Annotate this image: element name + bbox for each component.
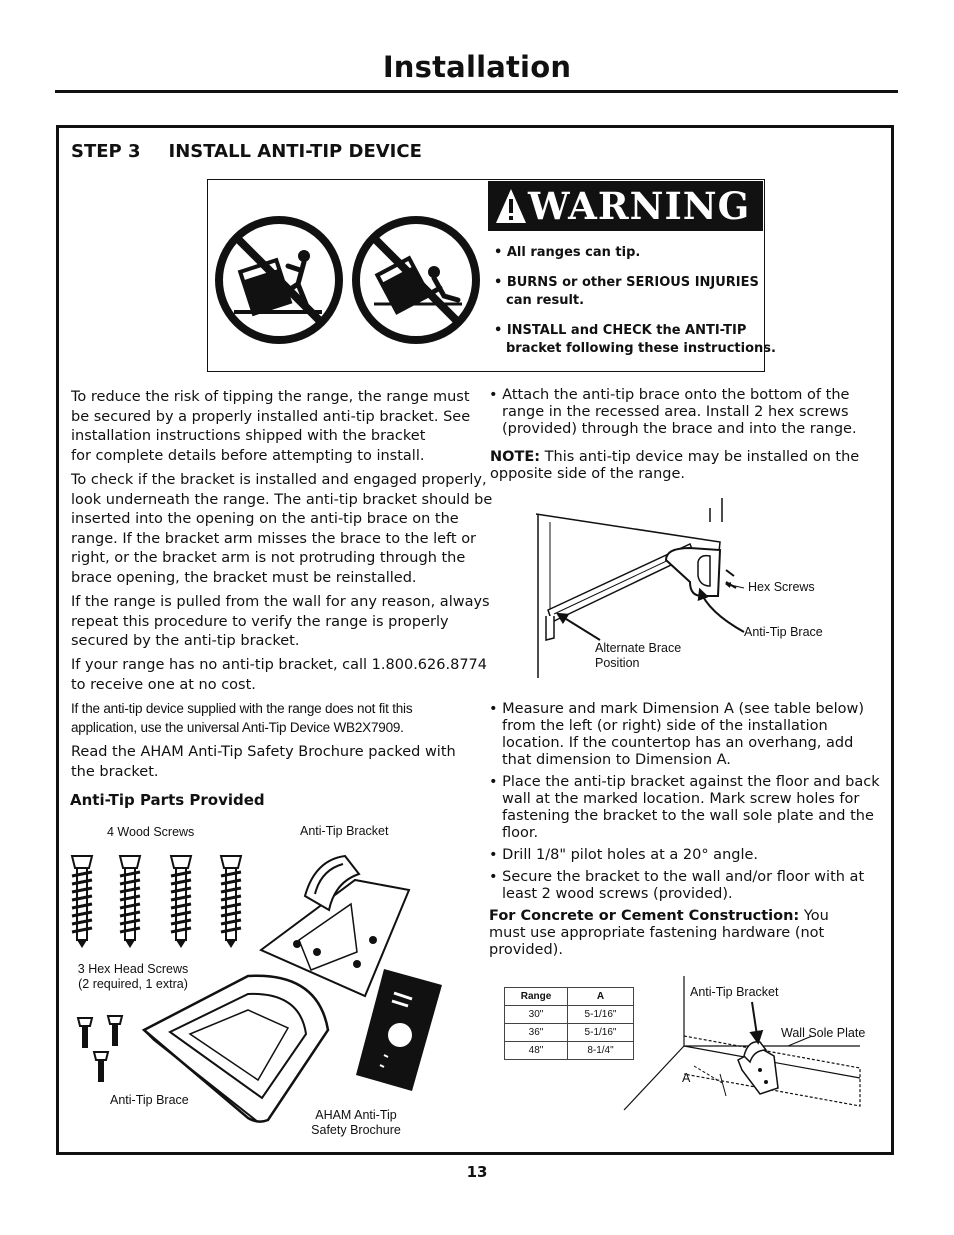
anti-tip-brace-callout: Anti-Tip Brace [744, 625, 823, 639]
text-line: If your range has no anti-tip bracket, call 1.800.626.8774 [71, 657, 487, 673]
note-paragraph [490, 449, 870, 483]
note-text: This anti-tip device may be installed on the opposite side of the range. [490, 449, 860, 482]
text-line: the bracket. [71, 763, 159, 780]
text-line: To check if the bracket is installed and engaged properly, [71, 472, 487, 488]
wall-sole-plate-callout: Wall Sole Plate [781, 1026, 866, 1040]
text-line: look underneath the range. The anti-tip bracket should be [71, 491, 493, 508]
step-number: STEP 3 [71, 141, 141, 162]
anti-tip-brace-label: Anti-Tip Brace [110, 1093, 189, 1107]
concrete-text: You must use appropriate fastening hardware (not provided). [489, 908, 829, 958]
hex-screws-callout: Hex Screws [748, 580, 815, 594]
secure-bullet: • Secure the bracket to the wall and/or floor with at least 2 wood screws (provided). [489, 869, 865, 902]
drill-bullet: • Drill 1/8" pilot holes at a 20° angle. [489, 847, 759, 863]
table-header: A [568, 988, 634, 1006]
step-title: INSTALL ANTI-TIP DEVICE [168, 141, 422, 162]
text-line: Read the AHAM Anti-Tip Safety Brochure packed with [71, 744, 456, 760]
intro-paragraph [71, 388, 470, 466]
parts-heading: Anti-Tip Parts Provided [70, 791, 265, 809]
text-line: right, or the bracket arm is not protruding through the [71, 550, 466, 566]
text-line: brace opening, the bracket must be reinstalled. [71, 569, 417, 586]
page-title: Installation [382, 50, 572, 84]
text-line: If the anti-tip device supplied with the range does not fit this [71, 701, 413, 716]
step-heading [71, 141, 422, 162]
note-label: NOTE: [490, 449, 541, 465]
tipping-range-pictogram-right-icon [356, 220, 476, 340]
attach-brace-bullet: • Attach the anti-tip brace onto the bottom of the range in the recessed area. Install 2 hex screws (provided) through the brace and into the range. [489, 387, 857, 437]
table-cell: 48" [505, 1042, 568, 1060]
no-tip-pictogram-icon [212, 212, 482, 348]
text-line: to receive one at no cost. [71, 676, 256, 693]
pulled-paragraph [71, 593, 490, 652]
text-line: installation instructions shipped with the bracket [71, 428, 426, 444]
text-line: If the range is pulled from the wall for any reason, always [71, 594, 490, 610]
concrete-paragraph [489, 908, 869, 959]
text-line: 3 Hex Head Screws [77, 962, 189, 976]
table-cell: 5-1/16" [568, 1024, 634, 1042]
call-paragraph [71, 656, 487, 695]
warning-item-3: • INSTALL and CHECK the ANTI-TIP [494, 323, 747, 338]
table-header-row [505, 988, 634, 1006]
text-line: inserted into the opening on the anti-tip brace on the [71, 511, 459, 527]
table-row [505, 1006, 634, 1024]
universal-device-paragraph [71, 699, 412, 737]
warning-item-1: • All ranges can tip. [494, 245, 641, 260]
dimension-table [504, 987, 634, 1060]
alternate-brace-callout [595, 641, 681, 671]
table-cell: 36" [505, 1024, 568, 1042]
anti-tip-brace-icon [138, 970, 332, 1124]
warning-triangle-icon [494, 187, 528, 225]
warning-item-2: • BURNS or other SERIOUS INJURIES [494, 275, 759, 290]
check-paragraph [71, 471, 492, 588]
text-line: repeat this procedure to verify the range is properly [71, 613, 449, 630]
table-header: Range [505, 988, 568, 1006]
tipping-range-pictogram-left-icon [219, 220, 339, 340]
title-rule [55, 90, 898, 93]
dimension-a-label: A [682, 1071, 691, 1085]
warning-word: WARNING [528, 184, 751, 228]
table-row [505, 1042, 634, 1060]
warning-item-3-cont: bracket following these instructions. [506, 341, 776, 356]
table-cell: 30" [505, 1006, 568, 1024]
text-line: for complete details before attempting to install. [71, 447, 425, 464]
page-number: 13 [466, 1163, 488, 1181]
anti-tip-bracket-callout: Anti-Tip Bracket [690, 985, 779, 999]
measure-bullet: • Measure and mark Dimension A (see table below) from the left (or right) side of the installation location. If the countertop has an overhang, add that dimension to Dimension A. [489, 701, 865, 768]
text-line: Safety Brochure [311, 1123, 401, 1137]
text-line: AHAM Anti-Tip [315, 1108, 397, 1122]
safety-brochure-icon [354, 965, 444, 1095]
place-bracket-bullet: • Place the anti-tip bracket against the floor and back wall at the marked location. Mark screw holes for fastening the bracket to the wall sole plate and the floor. [489, 774, 880, 841]
text-line: To reduce the risk of tipping the range, the range must [71, 389, 470, 405]
text-line: secured by the anti-tip bracket. [71, 633, 300, 649]
text-line: be secured by a properly installed anti-tip bracket. See [71, 408, 471, 425]
brochure-paragraph [71, 743, 456, 782]
concrete-label: For Concrete or Cement Construction: [489, 908, 800, 924]
text-line: (2 required, 1 extra) [78, 977, 188, 991]
text-line: Alternate Brace [595, 641, 682, 655]
hex-head-screws-icon [74, 1014, 130, 1086]
callout-arrows-icon [530, 540, 860, 690]
anti-tip-bracket-label: Anti-Tip Bracket [300, 824, 389, 838]
table-cell: 5-1/16" [568, 1006, 634, 1024]
warning-banner [488, 181, 763, 231]
table-cell: 8-1/4" [568, 1042, 634, 1060]
text-line: application, use the universal Anti-Tip Device WB2X7909. [71, 720, 404, 735]
table-row [505, 1024, 634, 1042]
warning-item-2-cont: can result. [506, 293, 585, 308]
wood-screws-label: 4 Wood Screws [107, 825, 195, 839]
text-line: range. If the bracket arm misses the brace to the left or [71, 530, 477, 547]
wood-screws-icon [64, 850, 254, 950]
text-line: Position [595, 656, 640, 670]
